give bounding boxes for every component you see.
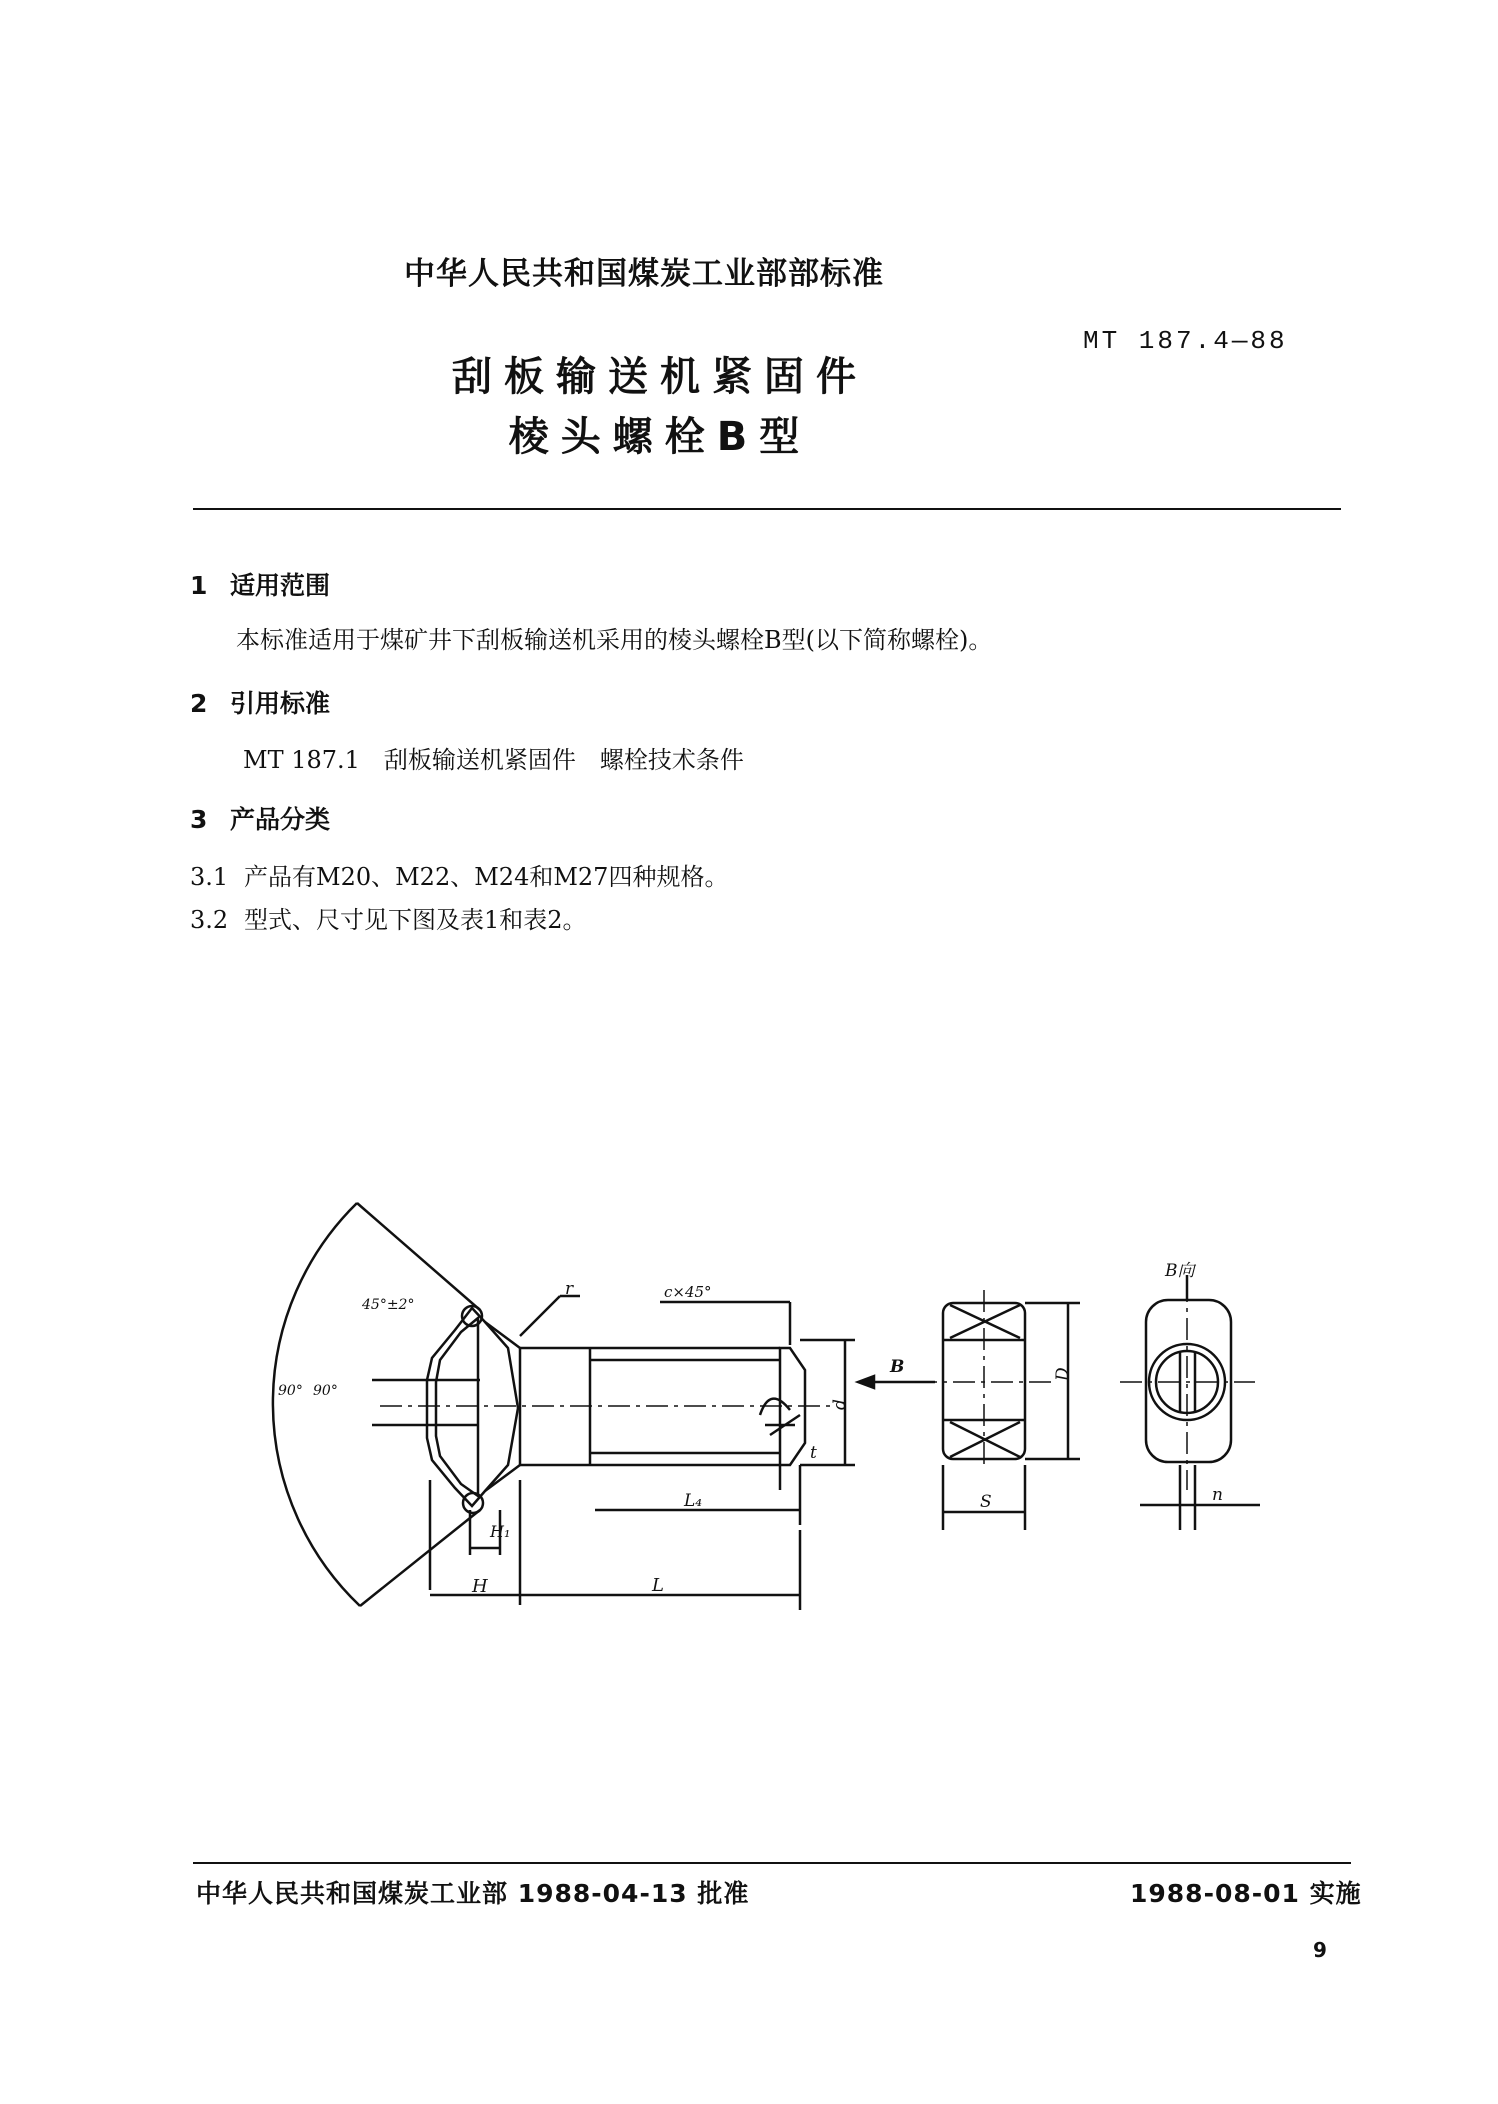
section-number: 3 [190,805,208,834]
section-title: 引用标准 [230,689,331,718]
view-arrow-label: B [890,1357,905,1377]
clause-text: 产品有M20、M22、M24和M27四种规格。 [244,863,729,891]
approval-line: 中华人民共和国煤炭工业部 1988-04-13 批准 [196,1879,750,1908]
n-label: n [1212,1485,1223,1505]
thread-diameter-label: d [830,1399,850,1410]
scope-paragraph: 本标准适用于煤矿井下刮板输送机采用的棱头螺栓B型(以下简称螺栓)。 [236,626,993,654]
b-view-label: B向 [1165,1261,1195,1281]
section-title: 产品分类 [230,805,331,834]
section-number: 1 [190,571,208,600]
head-height-label: H [472,1576,488,1597]
angle-left-label-b: 90° [313,1383,338,1399]
angle-left-label-a: 90° [278,1383,303,1399]
clause-text: 型式、尺寸见下图及表1和表2。 [244,906,587,934]
document-subtitle: 棱头螺栓B型 [508,414,812,460]
length-label: L [652,1575,664,1596]
implementation-date: 1988-08-01 实施 [1130,1879,1362,1908]
t-label: t [810,1443,817,1463]
section-title: 适用范围 [230,571,331,600]
document-title: 刮板输送机紧固件 [452,354,868,400]
reference-standard: MT 187.1 刮板输送机紧固件 螺栓技术条件 [243,746,744,774]
standard-number: MT 187.4—88 [1083,326,1288,356]
chamfer-label: c×45° [664,1283,712,1301]
head-diameter-label: D [1053,1367,1073,1381]
clause-number: 3.1 [190,863,229,891]
h1-label: H₁ [490,1522,511,1541]
angle-arc [273,1203,360,1606]
angle-top-label: 45°±2° [362,1297,415,1313]
radius-label: r [565,1279,574,1299]
l4-label: L₄ [684,1491,703,1511]
issuer-heading: 中华人民共和国煤炭工业部部标准 [404,256,884,292]
page-number: 9 [1313,1938,1327,1962]
section-number: 2 [190,689,208,718]
clause-number: 3.2 [190,906,229,934]
width-across-label: S [980,1492,992,1512]
footer-rule [193,1862,1351,1864]
